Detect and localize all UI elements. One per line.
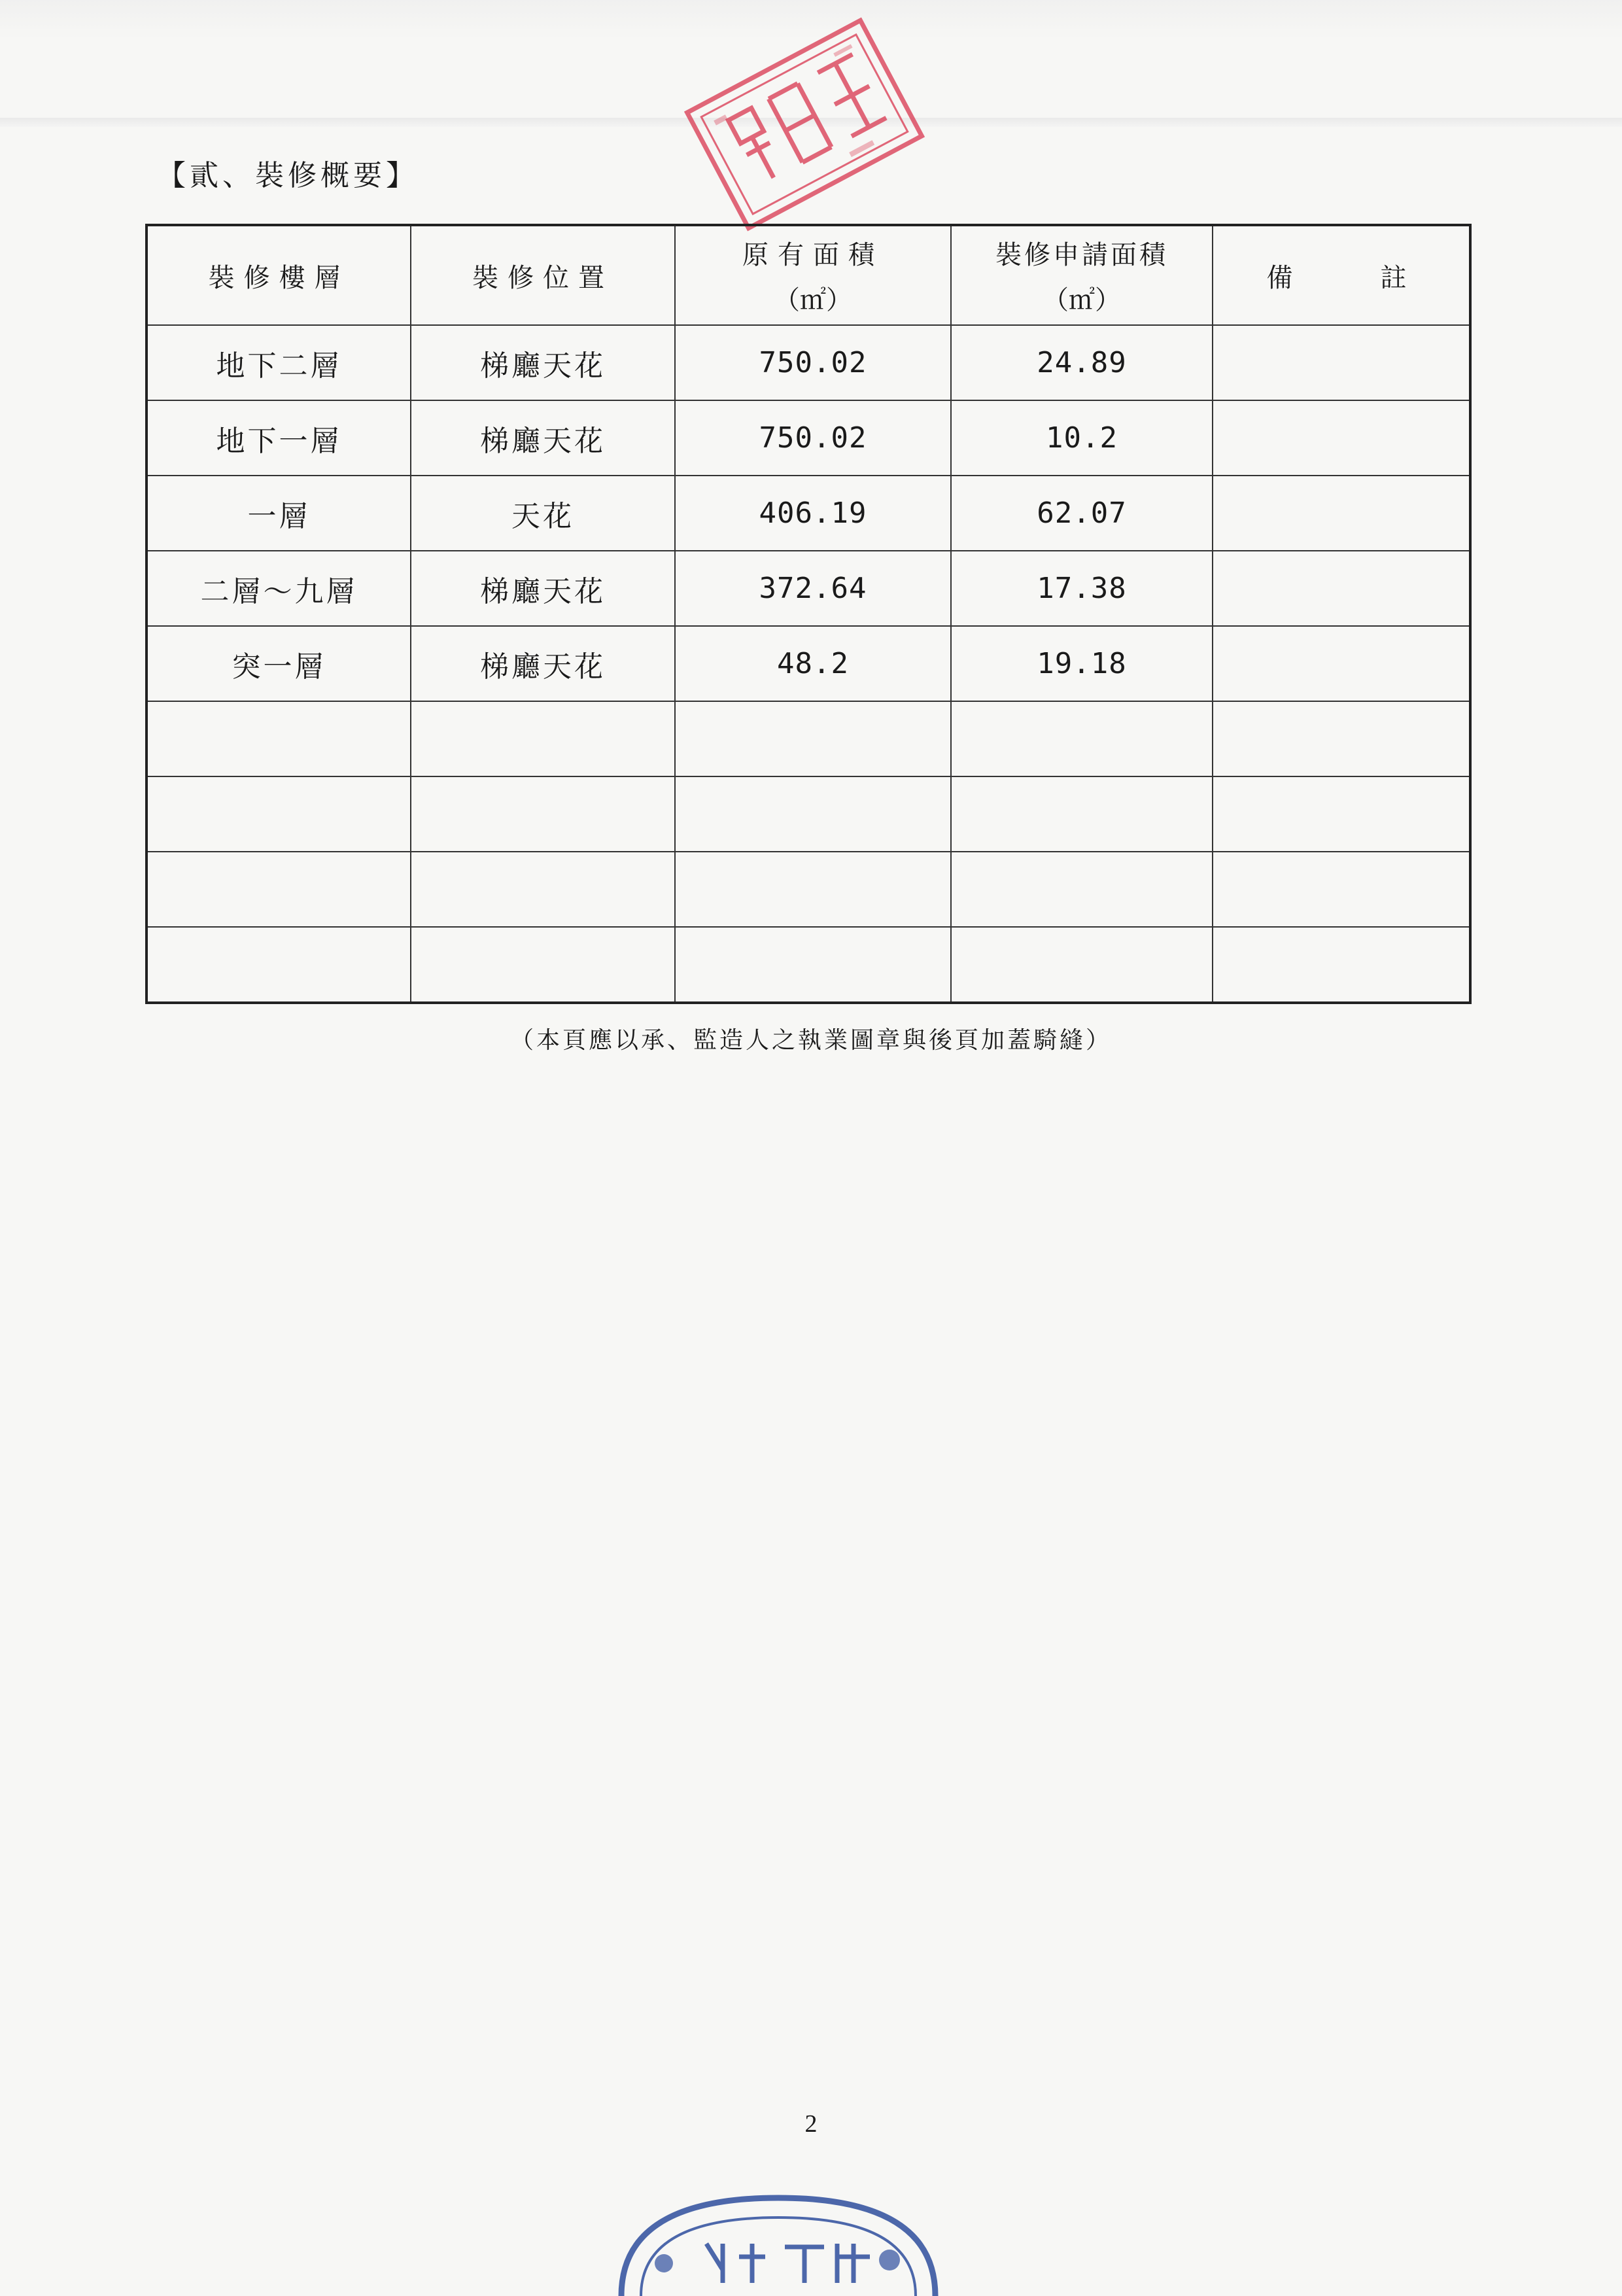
cell-location: 梯廳天花 bbox=[411, 325, 675, 400]
header-original-area-unit: （㎡） bbox=[774, 285, 852, 315]
red-seal-icon bbox=[667, 13, 942, 235]
header-remarks bbox=[1213, 225, 1470, 325]
cell-location: 梯廳天花 bbox=[411, 626, 675, 701]
cell-location bbox=[411, 776, 675, 852]
header-applied-area bbox=[951, 225, 1213, 325]
cell-original-area bbox=[675, 701, 951, 776]
cell-original-area bbox=[675, 852, 951, 927]
header-floor: 裝修樓層 bbox=[147, 225, 411, 325]
cell-location bbox=[411, 701, 675, 776]
header-remarks-char-2: 註 bbox=[1380, 262, 1416, 293]
cell-applied-area bbox=[951, 776, 1213, 852]
header-applied-area-label: 裝修申請面積 bbox=[995, 240, 1168, 270]
renovation-summary-table bbox=[145, 224, 1472, 1004]
table-row bbox=[147, 626, 1470, 701]
cell-location: 梯廳天花 bbox=[411, 551, 675, 626]
header-applied-area-unit: （㎡） bbox=[1043, 285, 1121, 315]
table-header-row bbox=[147, 225, 1470, 325]
cell-original-area: 372.64 bbox=[675, 551, 951, 626]
cell-location bbox=[411, 927, 675, 1003]
header-location: 裝修位置 bbox=[411, 225, 675, 325]
table-row bbox=[147, 927, 1470, 1003]
cell-original-area: 750.02 bbox=[675, 325, 951, 400]
header-original-area-label: 原有面積 bbox=[742, 240, 884, 270]
cell-remarks bbox=[1213, 776, 1470, 852]
cell-floor bbox=[147, 927, 411, 1003]
page-number: 2 bbox=[804, 2110, 818, 2138]
cell-applied-area: 19.18 bbox=[951, 626, 1213, 701]
cell-original-area: 48.2 bbox=[675, 626, 951, 701]
table-row bbox=[147, 551, 1470, 626]
cell-remarks bbox=[1213, 626, 1470, 701]
cell-floor: 二層～九層 bbox=[147, 551, 411, 626]
cell-location: 天花 bbox=[411, 476, 675, 551]
cell-remarks bbox=[1213, 852, 1470, 927]
cell-original-area bbox=[675, 776, 951, 852]
cell-location: 梯廳天花 bbox=[411, 400, 675, 476]
cell-applied-area bbox=[951, 927, 1213, 1003]
cell-applied-area: 17.38 bbox=[951, 551, 1213, 626]
cell-applied-area: 24.89 bbox=[951, 325, 1213, 400]
table-row bbox=[147, 701, 1470, 776]
cell-floor bbox=[147, 852, 411, 927]
seal-note: （本頁應以承、監造人之執業圖章與後頁加蓋騎縫） bbox=[509, 1027, 1112, 1054]
cell-floor: 一層 bbox=[147, 476, 411, 551]
cell-floor: 地下一層 bbox=[147, 400, 411, 476]
cell-applied-area bbox=[951, 852, 1213, 927]
table-row bbox=[147, 325, 1470, 400]
cell-applied-area bbox=[951, 701, 1213, 776]
cell-remarks bbox=[1213, 927, 1470, 1003]
cell-applied-area: 10.2 bbox=[951, 400, 1213, 476]
table-row bbox=[147, 776, 1470, 852]
cell-original-area: 750.02 bbox=[675, 400, 951, 476]
cell-floor bbox=[147, 701, 411, 776]
cell-remarks bbox=[1213, 325, 1470, 400]
header-original-area bbox=[675, 225, 951, 325]
cell-original-area: 406.19 bbox=[675, 476, 951, 551]
cell-remarks bbox=[1213, 400, 1470, 476]
table-body bbox=[147, 325, 1470, 1003]
cell-floor: 地下二層 bbox=[147, 325, 411, 400]
table-row bbox=[147, 476, 1470, 551]
table-row bbox=[147, 400, 1470, 476]
cell-remarks bbox=[1213, 476, 1470, 551]
cell-remarks bbox=[1213, 701, 1470, 776]
cell-floor bbox=[147, 776, 411, 852]
cell-applied-area: 62.07 bbox=[951, 476, 1213, 551]
section-title: 【貳、裝修概要】 bbox=[157, 159, 419, 192]
cell-floor: 突一層 bbox=[147, 626, 411, 701]
table-row bbox=[147, 852, 1470, 927]
header-remarks-char-1: 備 bbox=[1266, 262, 1302, 293]
blue-seal-icon bbox=[608, 2185, 948, 2296]
cell-location bbox=[411, 852, 675, 927]
cell-original-area bbox=[675, 927, 951, 1003]
cell-remarks bbox=[1213, 551, 1470, 626]
